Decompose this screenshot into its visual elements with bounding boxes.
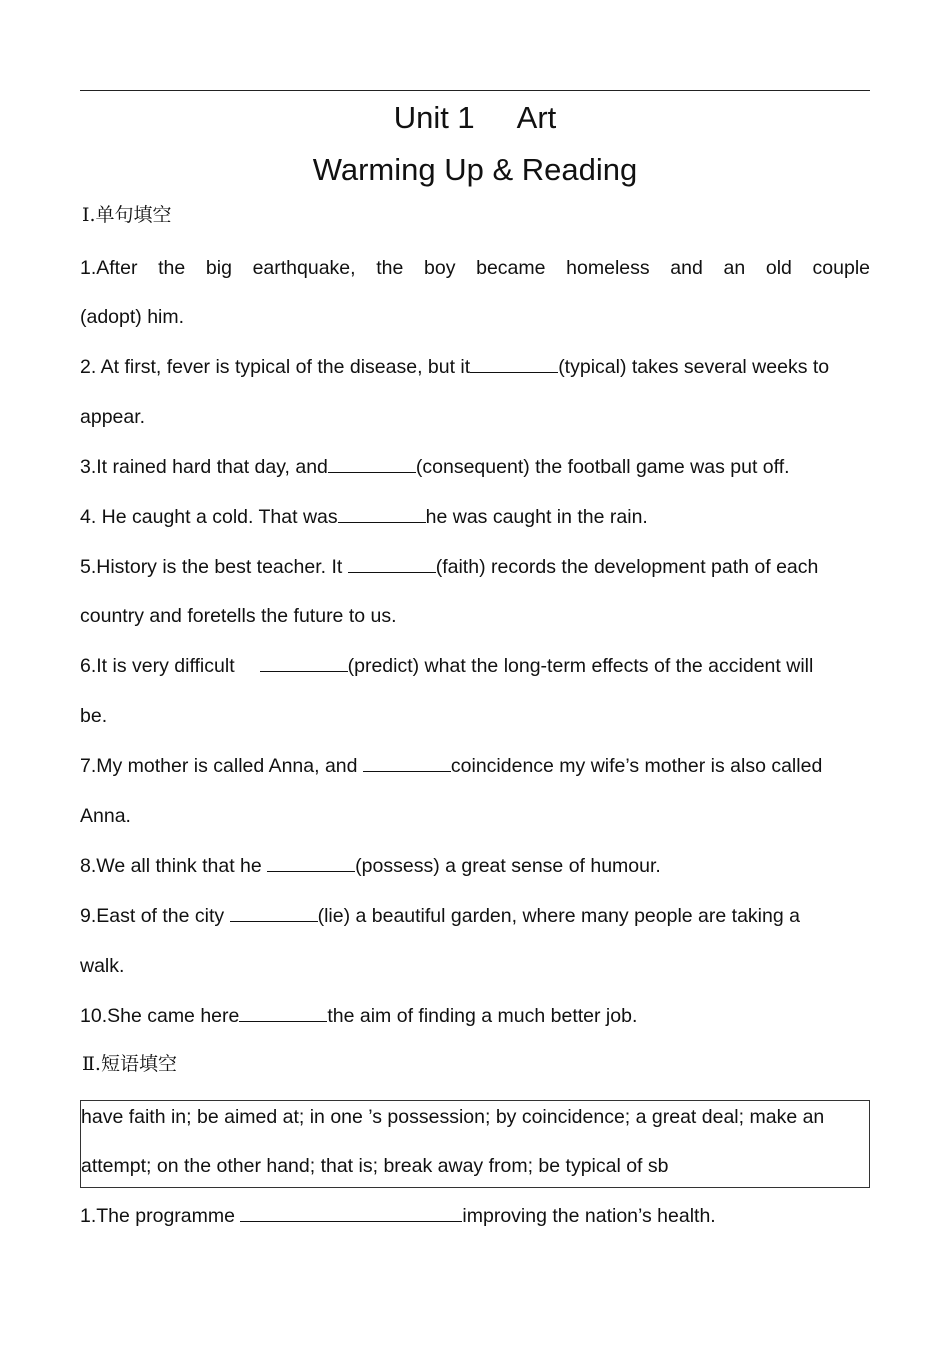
item-4-blank[interactable] bbox=[338, 504, 426, 523]
item-8-blank[interactable] bbox=[267, 853, 355, 872]
phrase-item-1-line bbox=[80, 1203, 716, 1229]
section-2-heading: Ⅱ.短语填空 bbox=[82, 1053, 177, 1075]
item-4-line bbox=[80, 504, 648, 530]
item-3-text-after: (consequent) the football game was put off. bbox=[415, 456, 790, 478]
page-subtitle: Warming Up & Reading bbox=[312, 152, 638, 187]
item-10-text-before: 10.She came here bbox=[80, 1005, 240, 1027]
item-2-line-1 bbox=[80, 354, 829, 380]
item-9-blank[interactable] bbox=[230, 903, 318, 922]
title-unit: Unit 1 bbox=[393, 100, 475, 135]
item-7-line-1 bbox=[80, 753, 822, 779]
item-10-text-after: the aim of finding a much better job. bbox=[327, 1005, 638, 1027]
item-5-text-after: (faith) records the development path of each bbox=[435, 556, 819, 578]
item-5-text-before: 5.History is the best teacher. It bbox=[80, 556, 348, 578]
item-7-blank[interactable] bbox=[363, 753, 451, 772]
item-10-blank[interactable] bbox=[239, 1003, 327, 1022]
item-4-text-before: 4. He caught a cold. That was bbox=[80, 506, 338, 528]
item-6-text-after: (predict) what the long-term effects of the accident will bbox=[347, 655, 814, 677]
item-2-text-after: (typical) takes several weeks to bbox=[558, 356, 830, 378]
item-2-line-2: appear. bbox=[80, 406, 146, 428]
item-6-blank[interactable] bbox=[260, 653, 348, 672]
item-2-blank[interactable] bbox=[470, 354, 558, 373]
item-5-line-1 bbox=[80, 554, 818, 580]
word-bank-box bbox=[80, 1100, 870, 1188]
item-3-line bbox=[80, 454, 790, 480]
item-7-text-after: coincidence my wife’s mother is also called bbox=[450, 755, 823, 777]
item-6-text-before: 6.It is very difficult bbox=[80, 655, 235, 677]
item-9-line-1 bbox=[80, 903, 800, 929]
item-9-line-2: walk. bbox=[80, 955, 125, 977]
item-3-blank[interactable] bbox=[328, 454, 416, 473]
item-3-text-before: 3.It rained hard that day, and bbox=[80, 456, 328, 478]
item-5-line-2: country and foretells the future to us. bbox=[80, 605, 397, 627]
item-1-line-2: (adopt) him. bbox=[80, 306, 185, 328]
item-7-line-2: Anna. bbox=[80, 805, 131, 827]
item-10-line bbox=[80, 1003, 637, 1029]
section-1-heading: Ⅰ.单句填空 bbox=[82, 204, 172, 226]
item-2-text-before: 2. At first, fever is typical of the disease, but it bbox=[80, 356, 471, 378]
phrase-item-1-blank[interactable] bbox=[240, 1203, 462, 1222]
phrase-item-1-text-before: 1.The programme bbox=[80, 1205, 241, 1227]
title-topic: Art bbox=[516, 100, 557, 135]
phrase-item-1-text-after: improving the nation’s health. bbox=[462, 1205, 716, 1227]
item-4-text-after: he was caught in the rain. bbox=[425, 506, 648, 528]
item-8-text-before: 8.We all think that he bbox=[80, 855, 268, 877]
item-8-line bbox=[80, 853, 661, 879]
header-rule bbox=[80, 90, 870, 91]
page-title bbox=[0, 100, 950, 136]
word-bank-line-2: attempt; on the other hand; that is; break away from; be typical of sb bbox=[81, 1155, 669, 1177]
item-9-text-before: 9.East of the city bbox=[80, 905, 230, 927]
word-bank-line-1: have faith in; be aimed at; in one ’s possession; by coincidence; a great deal; make an bbox=[81, 1106, 825, 1128]
item-6-line-2: be. bbox=[80, 705, 108, 727]
item-6-line-1 bbox=[80, 653, 813, 679]
item-9-text-after: (lie) a beautiful garden, where many people are taking a bbox=[317, 905, 800, 927]
item-1-line-1: 1.After the big earthquake, the boy became homeless and an old couple bbox=[80, 257, 870, 279]
item-8-text-after: (possess) a great sense of humour. bbox=[355, 855, 661, 877]
item-5-blank[interactable] bbox=[348, 554, 436, 573]
item-7-text-before: 7.My mother is called Anna, and bbox=[80, 755, 363, 777]
